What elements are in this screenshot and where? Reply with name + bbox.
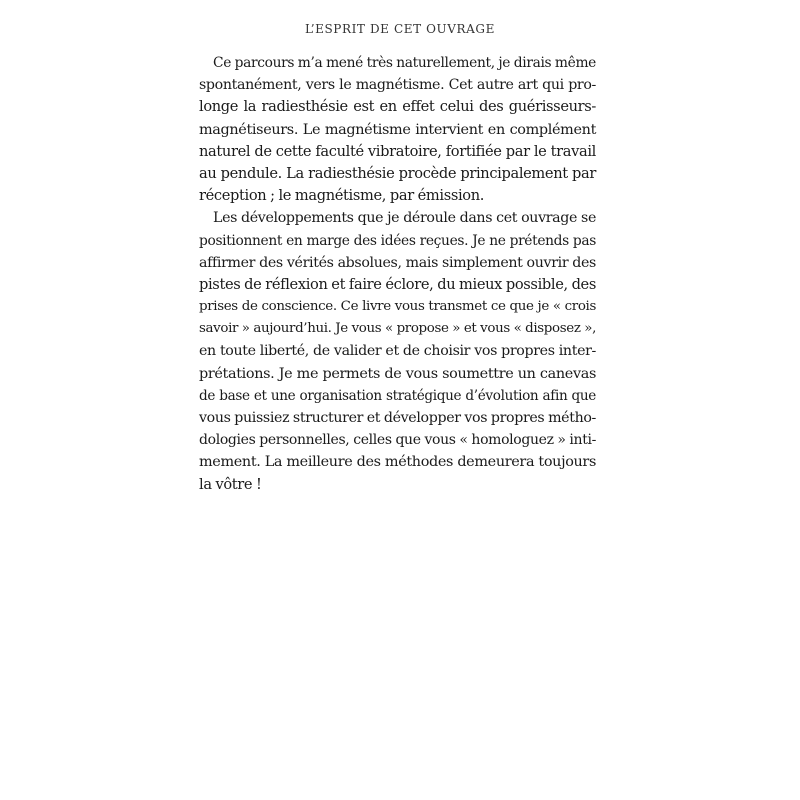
text-line: réception ; le magnétisme, par émission. <box>199 187 485 205</box>
text-line: spontanément, vers le magnétisme. Cet autre art qui pro- <box>199 77 596 94</box>
paragraph-1 <box>199 52 596 207</box>
text-line: positionnent en marge des idées reçues. Je ne prétends pas <box>199 232 596 249</box>
text-line: magnétiseurs. Le magnétisme intervient en complément <box>199 121 596 138</box>
text-line: mement. La meilleure des méthodes demeurera toujours <box>199 454 596 471</box>
text-line: longe la radiesthésie est en effet celui des guérisseurs- <box>199 98 596 116</box>
text-line: de base et une organisation stratégique d’évolution afin que <box>199 387 596 404</box>
text-line: naturel de cette faculté vibratoire, fortifiée par le travail <box>199 142 596 160</box>
text-line: la vôtre ! <box>199 475 262 493</box>
text-line: prétations. Je me permets de vous soumettre un canevas <box>199 365 596 382</box>
text-line: affirmer des vérités absolues, mais simplement ouvrir des <box>199 254 596 271</box>
text-line: dologies personnelles, celles que vous « homologuez » inti- <box>199 432 596 449</box>
text-line: pistes de réflexion et faire éclore, du mieux possible, des <box>199 275 596 293</box>
paragraph-2 <box>199 207 596 495</box>
body-text <box>199 52 596 496</box>
text-line: vous puissiez structurer et développer vos propres métho- <box>199 410 596 426</box>
text-line: au pendule. La radiesthésie procède principalement par <box>199 164 596 182</box>
text-line: prises de conscience. Ce livre vous transmet ce que je « crois <box>199 299 596 315</box>
running-head: L’ESPRIT DE CET OUVRAGE <box>305 22 495 36</box>
text-line: Les développements que je déroule dans cet ouvrage se <box>213 210 596 227</box>
text-line: Ce parcours m’a mené très naturellement, je dirais même <box>213 55 596 71</box>
text-line: en toute liberté, de valider et de choisir vos propres inter- <box>199 343 596 360</box>
text-line: savoir » aujourd’hui. Je vous « propose » et vous « disposez », <box>199 321 596 337</box>
